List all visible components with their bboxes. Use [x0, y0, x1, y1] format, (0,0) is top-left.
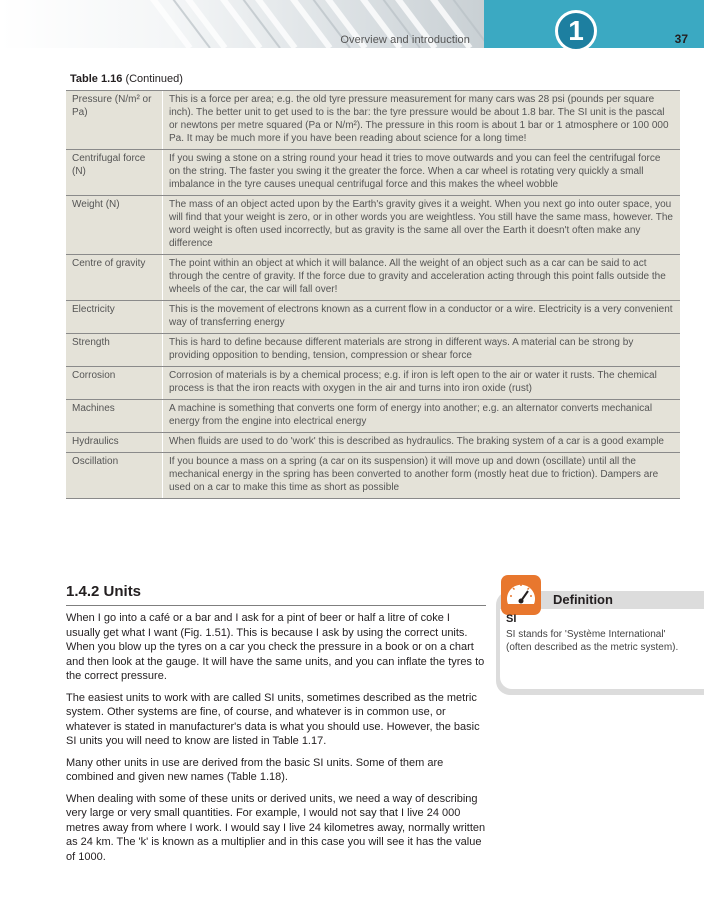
definitions-table: [66, 90, 680, 499]
table-row: [66, 367, 680, 400]
table-caption: [70, 73, 183, 85]
table-definition: A machine is something that converts one form of energy into another; e.g. an alternator converts mechanical energy from the engine into electrical energy: [163, 400, 681, 433]
table-label: Table 1.16: [70, 73, 123, 85]
table-term: Centrifugal force (N): [66, 150, 163, 196]
definition-text: SI stands for 'Système International' (often described as the metric system).: [506, 629, 679, 653]
section-heading: 1.4.2 Units: [66, 583, 142, 600]
table-term: Strength: [66, 334, 163, 367]
table-row: [66, 334, 680, 367]
table-row: [66, 400, 680, 433]
gauge-icon: [500, 574, 542, 616]
table-row: [66, 433, 680, 453]
table-row: [66, 453, 680, 499]
table-definition: This is a force per area; e.g. the old tyre pressure measurement for many cars was 28 psi (pounds per square inch). The better unit to get used to is the bar: the tyre pressure would be about 1.8 bar. The SI unit is the pascal or newtons per metre squared (Pa or N/m²). The pressure in this room is about 1 bar or 1 atmosphere or 100 000 Pa. It may be much more if you have been reading about science for a long time!: [163, 91, 681, 150]
table-definition: This is hard to define because different materials are strong in different ways. A material can be strong by providing opposition to bending, tension, compression or shear force: [163, 334, 681, 367]
table-definition: If you swing a stone on a string round your head it tries to move outwards and you can feel the centrifugal force on the string. The faster you swing it the greater the force. When a car wheel is rotating very quickly a small imbalance in the tyre causes unequal centrifugal force and this makes the wheel wobble: [163, 150, 681, 196]
table-row: [66, 196, 680, 255]
table-continued: (Continued): [125, 73, 183, 85]
table-term: Pressure (N/m² or Pa): [66, 91, 163, 150]
paragraph: When I go into a café or a bar and I ask for a pint of beer or half a litre of coke I usually get what I want (Fig. 1.51). This is because I ask by using the correct units. When you blow up the tyres on a car you check the pressure in a book or on a chart and then look at the gauge. It will have the same units, and you can inflate the tyres to the correct pressure.: [66, 612, 485, 682]
paragraph: Many other units in use are derived from the basic SI units. Some of them are combined and given new names (Table 1.18).: [66, 756, 444, 783]
table-definition: The mass of an object acted upon by the Earth's gravity gives it a weight. When you next go into outer space, you will find that your weight is zero, or in other words you are weightless. You still have the same mass, however. The word weight is often used incorrectly, but as gravity is the same all over the Earth it doesn't often make any difference: [163, 196, 681, 255]
page-number: 37: [674, 32, 688, 46]
table-term: Centre of gravity: [66, 255, 163, 301]
table-term: Machines: [66, 400, 163, 433]
table-term: Corrosion: [66, 367, 163, 400]
running-head: Overview and introduction: [340, 34, 470, 46]
table-definition: Corrosion of materials is by a chemical process; e.g. if iron is left open to the air or water it rusts. The chemical process is that the iron reacts with oxygen in the air and turns into iron oxide (rust): [163, 367, 681, 400]
table-term: Hydraulics: [66, 433, 163, 453]
body-text: [66, 611, 486, 871]
table-row: [66, 301, 680, 334]
table-row: [66, 150, 680, 196]
paragraph: The easiest units to work with are called SI units, sometimes described as the metric system. Other systems are fine, of course, and whatever is in common use, or whatever is stated in manufacturer's data is what you should use. However, the basic SI units you will need to know are listed in Table 1.17.: [66, 691, 480, 747]
chapter-number-badge: 1: [555, 10, 597, 52]
definition-title: Definition: [553, 592, 613, 607]
table-body: [66, 91, 680, 499]
definition-term: SI: [506, 613, 517, 625]
section-rule: [66, 605, 486, 606]
table-definition: This is the movement of electrons known as a current flow in a conductor or a wire. Electricity is a very convenient way of transferring energy: [163, 301, 681, 334]
table-definition: If you bounce a mass on a spring (a car on its suspension) it will move up and down (oscillate) until all the mechanical energy in the spring has been converted to another form (mostly heat due to friction). Dampers are used on a car to make this time as short as possible: [163, 453, 681, 499]
table-term: Electricity: [66, 301, 163, 334]
table-row: [66, 91, 680, 150]
table-definition: The point within an object at which it will balance. All the weight of an object such as a car can be said to act through the centre of gravity. If the force due to gravity and acceleration acting through this point falls outside the wheels of the car, the car will fall over!: [163, 255, 681, 301]
table-definition: When fluids are used to do 'work' this is described as hydraulics. The braking system of a car is a good example: [163, 433, 681, 453]
paragraph: When dealing with some of these units or derived units, we need a way of describing very large or very small quantities. For example, I would not say that I live 24 000 metres away from where I work. I would say I live 24 kilometres away, normally written as 24 km. The 'k' is known as a multiplier and in this case you will see it has the value of 1000.: [66, 792, 486, 863]
table-term: Oscillation: [66, 453, 163, 499]
table-term: Weight (N): [66, 196, 163, 255]
table-row: [66, 255, 680, 301]
